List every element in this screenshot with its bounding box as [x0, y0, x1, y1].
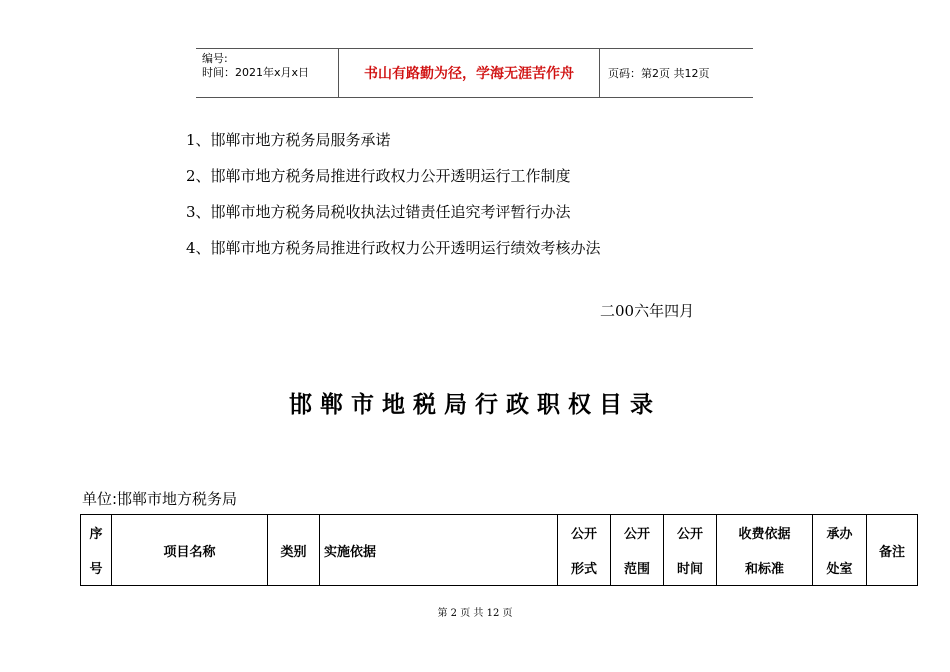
page-header	[196, 48, 753, 98]
list-item: 4、邯郸市地方税务局推进行政权力公开透明运行绩效考核办法	[186, 239, 601, 257]
col-name: 项目名称	[112, 515, 268, 586]
col-basis: 实施依据	[320, 515, 558, 586]
header-code: 编号:	[202, 52, 228, 65]
header-page: 页码：第2页 共12页	[608, 67, 710, 80]
header-motto: 书山有路勤为径，学海无涯苦作舟	[338, 49, 600, 97]
header-meta	[196, 49, 338, 97]
authority-table	[80, 514, 918, 586]
col-dept: 承办 处室	[813, 515, 867, 586]
col-index: 序 号	[81, 515, 112, 586]
list-item: 2、邯郸市地方税务局推进行政权力公开透明运行工作制度	[186, 167, 571, 185]
unit-label: 单位:邯郸市地方税务局	[82, 490, 238, 508]
col-note: 备注	[867, 515, 918, 586]
table-header-row	[81, 515, 918, 586]
page-footer: 第 2 页 共 12 页	[437, 608, 513, 619]
col-category: 类别	[268, 515, 320, 586]
col-form: 公开 形式	[558, 515, 611, 586]
document-list	[186, 126, 601, 270]
header-time: 时间：2021年x月x日	[202, 66, 310, 79]
col-time: 公开 时间	[664, 515, 717, 586]
list-item: 3、邯郸市地方税务局税收执法过错责任追究考评暂行办法	[186, 203, 571, 221]
col-fee: 收费依据 和标准	[717, 515, 813, 586]
document-date: 二00六年四月	[600, 302, 695, 320]
col-scope: 公开 范围	[611, 515, 664, 586]
list-item: 1、邯郸市地方税务局服务承诺	[186, 131, 391, 149]
page-title: 邯郸市地税局行政职权目录	[289, 392, 661, 418]
